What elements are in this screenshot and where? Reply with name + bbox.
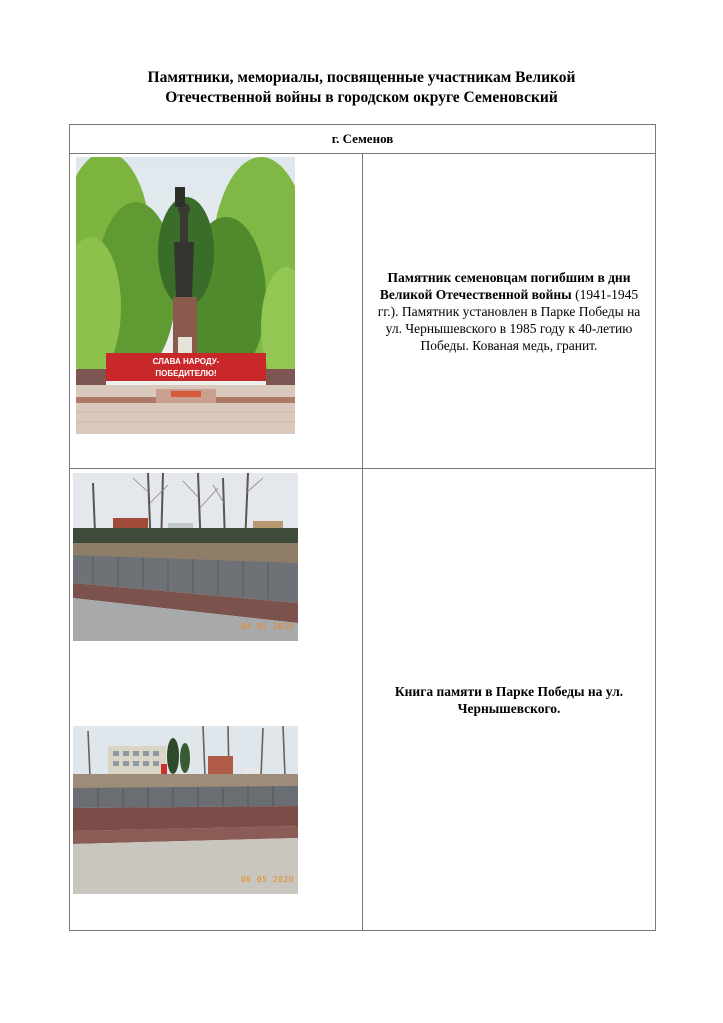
- date-stamp: 06 05 2020: [240, 875, 294, 884]
- date-stamp: 04 05 2020: [240, 622, 294, 631]
- memory-book-photo-1: [73, 473, 298, 641]
- page-title-line-1: Памятники, мемориалы, посвященные участникам Великой: [147, 69, 576, 86]
- memorials-table: [69, 124, 656, 931]
- svg-text:ПОБЕДИТЕЛЮ!: ПОБЕДИТЕЛЮ!: [155, 369, 217, 378]
- photo-cell: [70, 154, 363, 469]
- monument-photo: [76, 157, 295, 434]
- page-title: [60, 68, 663, 108]
- svg-text:СЛАВА НАРОДУ-: СЛАВА НАРОДУ-: [152, 357, 220, 366]
- memory-book-title: Книга памяти в Парке Победы на ул. Чернышевского.: [394, 683, 624, 716]
- table-row: [70, 154, 656, 469]
- page-title-line-2: Отечественной войны в городском округе Семеновский: [165, 89, 558, 106]
- description-cell: [363, 469, 656, 931]
- city-header: г. Семенов: [70, 125, 656, 154]
- monument-description: (1941-1945 гг.). Памятник установлен в Парке Победы на ул. Чернышевского в 1985 году к 40-летию Победы. Кованая медь, гранит.: [377, 286, 641, 353]
- photo-cell: [70, 469, 363, 931]
- description-cell: [363, 154, 656, 469]
- memory-book-photo-2: [73, 726, 298, 894]
- monument-title: Памятник семеновцам погибшим в дни Великой Отечественной войны: [379, 269, 631, 302]
- table-row: [70, 469, 656, 931]
